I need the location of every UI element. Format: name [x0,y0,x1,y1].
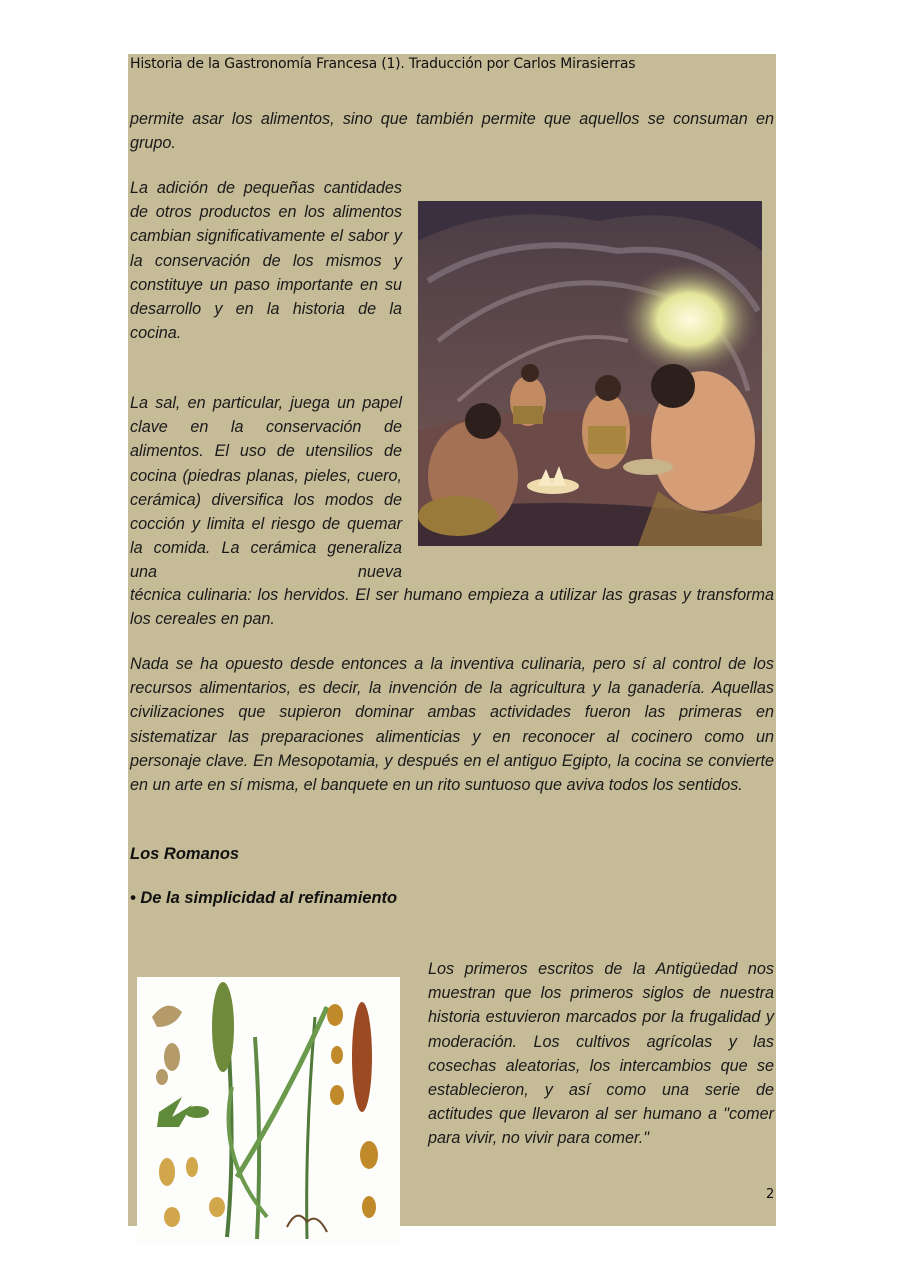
document-header: Historia de la Gastronomía Francesa (1). Traducción por Carlos Mirasierras [130,56,636,72]
paragraph-salt: La sal, en particular, juega un papel clave en la conservación de alimentos. El uso de utensilios de cocina (piedras planas, pieles, cuero, cerámica) diversifica los modos de cocción y limita el riesgo de quemar la comida. La cerámica generaliza una nueva [130,394,402,582]
paragraph-romans: Los primeros escritos de la Antigüedad nos muestran que los primeros siglos de nuestra historia estuvieron marcados por la frugalidad y moderación. Los cultivos agrícolas y las cosechas aleatorias, los intercambios que se establecieron, y así como una serie de actitudes que llevaron al ser humano a "comer para vivir, no vivir para comer." [428,960,774,1148]
paragraph-salt-continued: técnica culinaria: los hervidos. El ser humano empieza a utilizar las grasas y transforma los cereales en pan. [130,586,774,629]
paragraph-agriculture: Nada se ha opuesto desde entonces a la inventiva culinaria, pero sí al control de los recursos alimentarios, es decir, la invención de la agricultura y la ganadería. Aquellas civilizaciones que supieron dominar ambas actividades fueron las primeras en sistematizar las preparaciones alimenticias y en reconocer al cocinero como un personaje clave. En Mesopotamia, y después en el antiguo Egipto, la cocina se convierte en un arte en sí misma, el banquete en un rito suntuoso que aviva todos los sentidos. [130,655,774,795]
prehistoric-cave-illustration [418,201,762,546]
page-number: 2 [766,1187,775,1202]
paragraph-additions: La adición de pequeñas cantidades de otros productos en los alimentos cambian significativamente el sabor y la conservación de los mismos y constituye un paso importante en su desarrollo y en la historia de la cocina. [130,179,402,343]
subsection-heading: • De la simplicidad al refinamiento [130,889,398,907]
paragraph-intro: permite asar los alimentos, sino que también permite que aquellos se consuman en grupo. [130,110,774,153]
wheat-botanical-illustration [137,977,400,1245]
section-heading: Los Romanos [130,845,240,863]
